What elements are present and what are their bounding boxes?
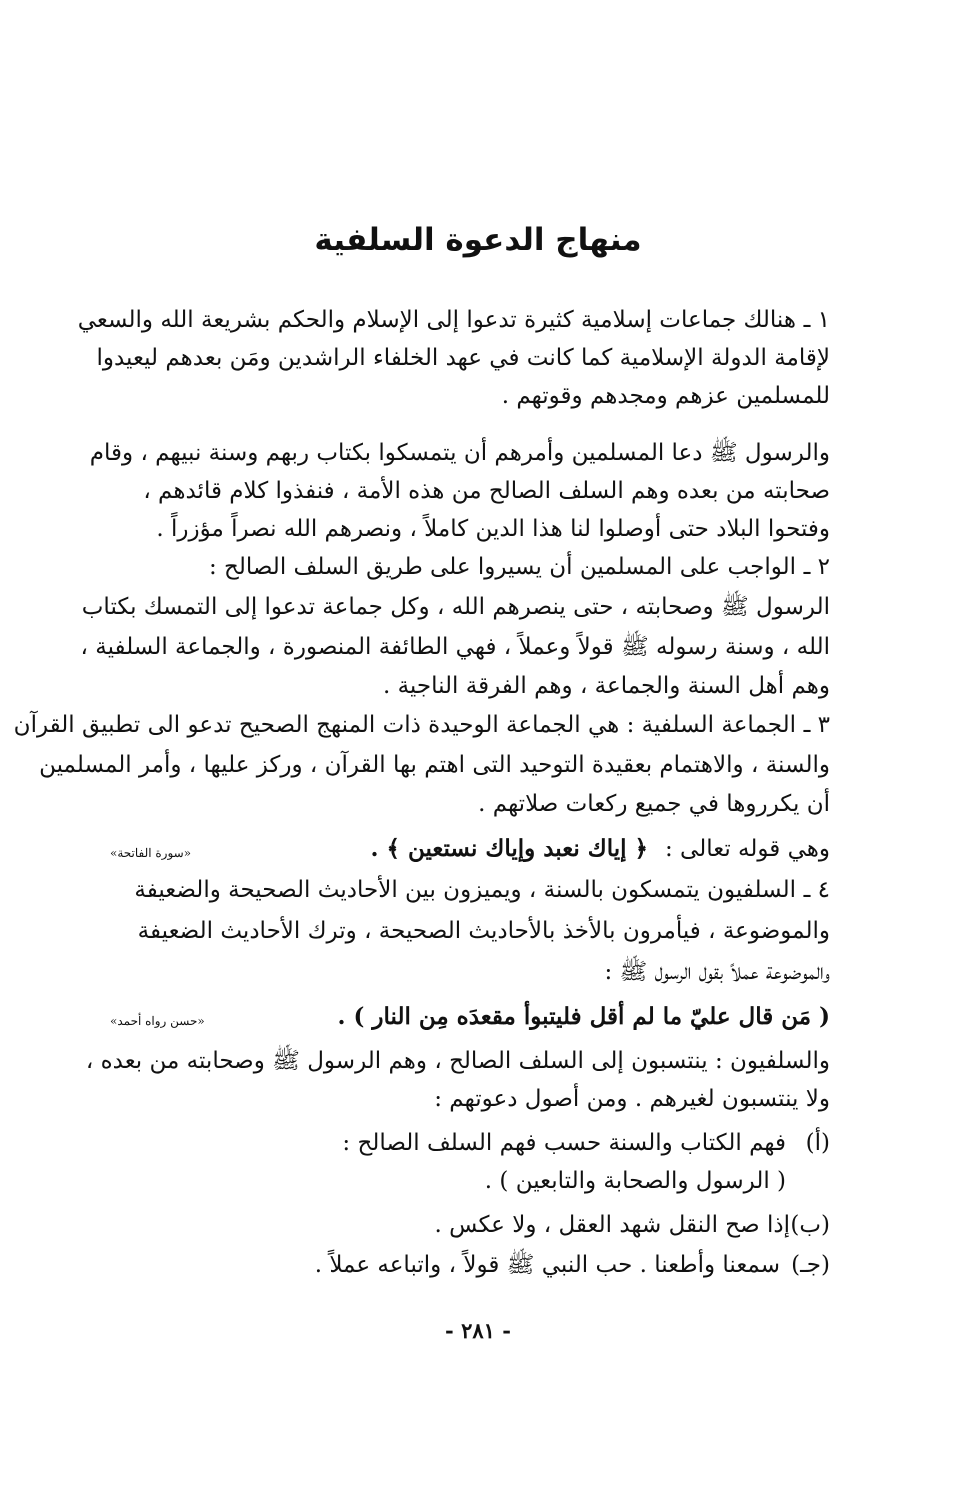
text-line: والموضوعة عملاً بقول الرسول ﷺ :	[604, 959, 830, 985]
text-line: وهم أهل السنة والجماعة ، وهم الفرقة الناجية .	[382, 673, 830, 699]
text-line: والرسول ﷺ دعا المسلمين وأمرهم أن يتمسكوا بكتاب ربهم وسنة نبيهم ، وقام	[89, 440, 830, 466]
text-line: أن يكرروها في جميع ركعات صلاتهم .	[478, 791, 830, 817]
item-number: ٣ ـ	[803, 712, 830, 738]
principle-sub: ( الرسول والصحابة والتابعين ) .	[484, 1168, 786, 1194]
quran-verse: ﴿ إياك نعبد وإياك نستعين ﴾ .	[370, 835, 648, 862]
text-line: الجماعة السلفية : هي الجماعة الوحيدة ذات المنهج الصحيح تدعو الى تطبيق القرآن	[13, 712, 796, 738]
principle-label: (أ)	[805, 1130, 830, 1156]
text-line: والسلفيون : ينتسبون إلى السلف الصالح ، وهم الرسول ﷺ وصحابته من بعده ،	[85, 1048, 830, 1074]
text-line: هنالك جماعات إسلامية كثيرة تدعوا إلى الإسلام والحكم بشريعة الله والسعي	[77, 307, 796, 333]
principle-text: فهم الكتاب والسنة حسب فهم السلف الصالح :	[342, 1130, 786, 1156]
verse-prefix: وهي قوله تعالى :	[665, 836, 830, 862]
hadith-source: «حسن رواه أحمد»	[110, 1014, 205, 1028]
text-line: السلفيون يتمسكون بالسنة ، ويميزون بين الأحاديث الصحيحة والضعيفة	[134, 877, 796, 903]
verse-source: «سورة الفاتحة»	[110, 846, 192, 860]
text-line: والسنة ، والاهتمام بعقيدة التوحيد التى اهتم بها القرآن ، وركز عليها ، وأمر المسلمين	[39, 752, 830, 778]
principle-text: إذا صح النقل شهد العقل ، ولا عكس .	[434, 1212, 790, 1238]
text-line: والموضوعة ، فيأمرون بالأخذ بالأحاديث الصحيحة ، وترك الأحاديث الضعيفة	[137, 918, 830, 944]
text-line: وفتحوا البلاد حتى أوصلوا لنا هذا الدين كاملاً ، ونصرهم الله نصراً مؤزراً .	[156, 516, 830, 542]
principle-text: سمعنا وأطعنا . حب النبي ﷺ قولاً ، واتباعه عملاً .	[314, 1252, 780, 1278]
text-line: الله ، وسنة رسوله ﷺ قولاً وعملاً ، فهي الطائفة المنصورة ، والجماعة السلفية ،	[80, 634, 830, 660]
page-title: منهاج الدعوة السلفية	[314, 222, 642, 258]
text-line: صحابته من بعده وهم السلف الصالح من هذه الأمة ، فنفذوا كلام قائدهم ،	[143, 478, 830, 504]
item-number: ٤ ـ	[803, 877, 830, 903]
page-number: - ٢٨١ -	[445, 1318, 511, 1343]
text-line: للمسلمين عزهم ومجدهم وقوتهم .	[501, 383, 830, 409]
principle-label: (ب)	[790, 1212, 830, 1238]
text-line: الرسول ﷺ وصحابته ، حتى ينصرهم الله ، وكل جماعة تدعوا إلى التمسك بكتاب	[81, 594, 830, 620]
principle-label: (جـ)	[791, 1252, 830, 1278]
text-line: ولا ينتسبون لغيرهم . ومن أصول دعوتهم :	[434, 1086, 830, 1112]
hadith: ( مَن قال عليّ ما لم أقل فليتبوأ مقعدَه مِن النار ) .	[337, 1003, 830, 1030]
item-number: ١ ـ	[803, 307, 830, 333]
text-line: لإقامة الدولة الإسلامية كما كانت في عهد الخلفاء الراشدين ومَن بعدهم ليعيدوا	[96, 345, 830, 371]
text-line: الواجب على المسلمين أن يسيروا على طريق السلف الصالح :	[208, 554, 796, 580]
item-number: ٢ ـ	[803, 554, 830, 580]
